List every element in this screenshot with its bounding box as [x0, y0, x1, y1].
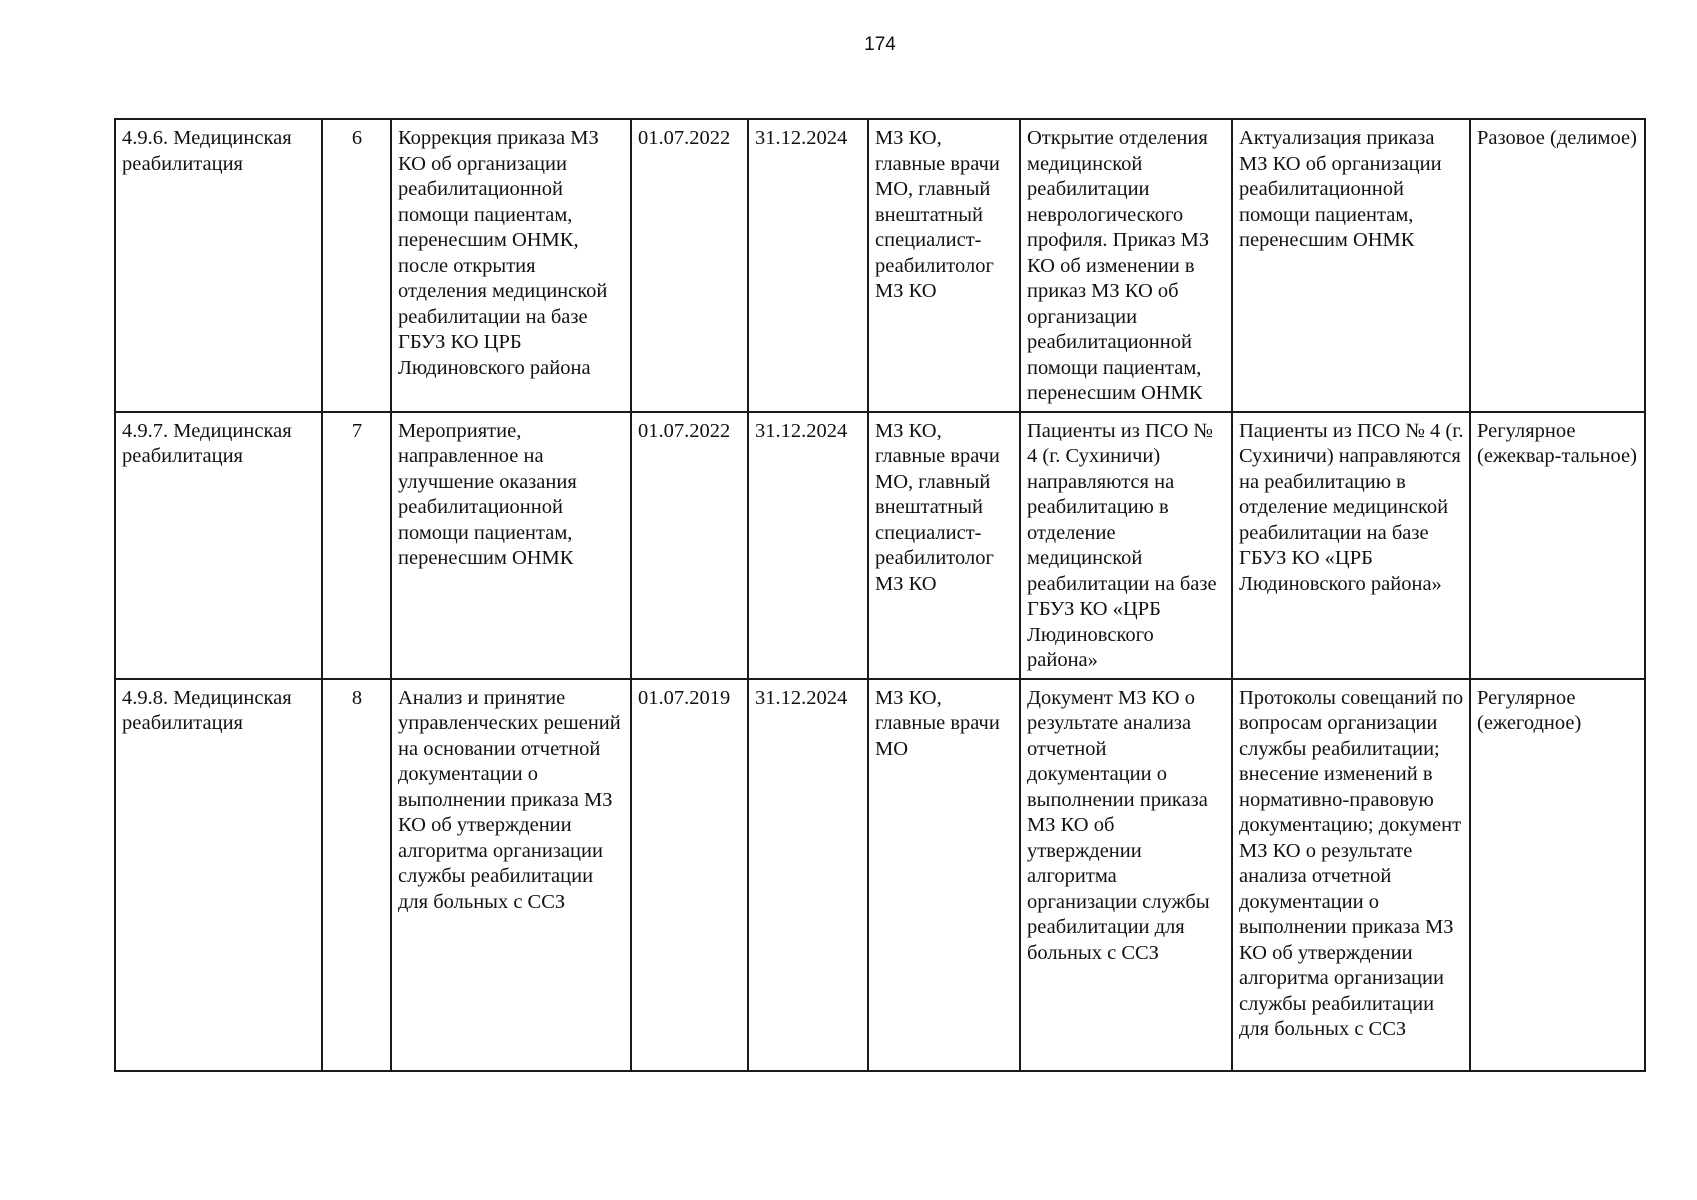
measure-cell: Коррекция приказа МЗ КО об организации реабилитационной помощи пациентам, перенесшим ОНМК, после открытия отделения медицинской реабилитации на базе ГБУЗ КО ЦРБ Людиновского района	[391, 119, 631, 412]
table-row	[115, 679, 1645, 1071]
start-date-cell: 01.07.2022	[631, 119, 748, 412]
indicator-cell: Актуализация приказа МЗ КО об организации реабилитационной помощи пациентам, перенесшим ОНМК	[1232, 119, 1470, 412]
measure-cell: Анализ и принятие управленческих решений на основании отчетной документации о выполнении приказа МЗ КО об утверждении алгоритма организации службы реабилитации для больных с ССЗ	[391, 679, 631, 1071]
result-cell: Открытие отделения медицинской реабилитации неврологического профиля. Приказ МЗ КО об изменении в приказ МЗ КО об организации реабилитационной помощи пациентам, перенесшим ОНМК	[1020, 119, 1232, 412]
periodicity-cell: Разовое (делимое)	[1470, 119, 1645, 412]
page-number: 174	[864, 34, 896, 55]
responsible-cell: МЗ КО, главные врачи МО, главный внештатный специалист-реабилитолог МЗ КО	[868, 119, 1020, 412]
indicator-cell: Пациенты из ПСО № 4 (г. Сухиничи) направляются на реабилитацию в отделение медицинской реабилитации на базе ГБУЗ КО «ЦРБ Людиновского района»	[1232, 412, 1470, 679]
responsible-cell: МЗ КО, главные врачи МО	[868, 679, 1020, 1071]
end-date-cell: 31.12.2024	[748, 412, 868, 679]
start-date-cell: 01.07.2019	[631, 679, 748, 1071]
section-cell: 4.9.8. Медицинская реабилитация	[115, 679, 322, 1071]
end-date-cell: 31.12.2024	[748, 679, 868, 1071]
number-cell: 7	[322, 412, 391, 679]
table-row	[115, 412, 1645, 679]
start-date-cell: 01.07.2022	[631, 412, 748, 679]
table-row	[115, 119, 1645, 412]
end-date-cell: 31.12.2024	[748, 119, 868, 412]
number-cell: 6	[322, 119, 391, 412]
periodicity-cell: Регулярное (ежеквар-тальное)	[1470, 412, 1645, 679]
result-cell: Документ МЗ КО о результате анализа отчетной документации о выполнении приказа МЗ КО об утверждении алгоритма организации службы реабилитации для больных с ССЗ	[1020, 679, 1232, 1071]
responsible-cell: МЗ КО, главные врачи МО, главный внештатный специалист-реабилитолог МЗ КО	[868, 412, 1020, 679]
indicator-cell: Протоколы совещаний по вопросам организации службы реабилитации; внесение изменений в нормативно-правовую документацию; документ МЗ КО о результате анализа отчетной документации о выполнении приказа МЗ КО об утверждении алгоритма организации службы реабилитации для больных с ССЗ	[1232, 679, 1470, 1071]
number-cell: 8	[322, 679, 391, 1071]
periodicity-cell: Регулярное (ежегодное)	[1470, 679, 1645, 1071]
section-cell: 4.9.7. Медицинская реабилитация	[115, 412, 322, 679]
section-cell: 4.9.6. Медицинская реабилитация	[115, 119, 322, 412]
measures-table	[114, 118, 1646, 1072]
result-cell: Пациенты из ПСО № 4 (г. Сухиничи) направляются на реабилитацию в отделение медицинской реабилитации на базе ГБУЗ КО «ЦРБ Людиновского района»	[1020, 412, 1232, 679]
measure-cell: Мероприятие, направленное на улучшение оказания реабилитационной помощи пациентам, перенесшим ОНМК	[391, 412, 631, 679]
